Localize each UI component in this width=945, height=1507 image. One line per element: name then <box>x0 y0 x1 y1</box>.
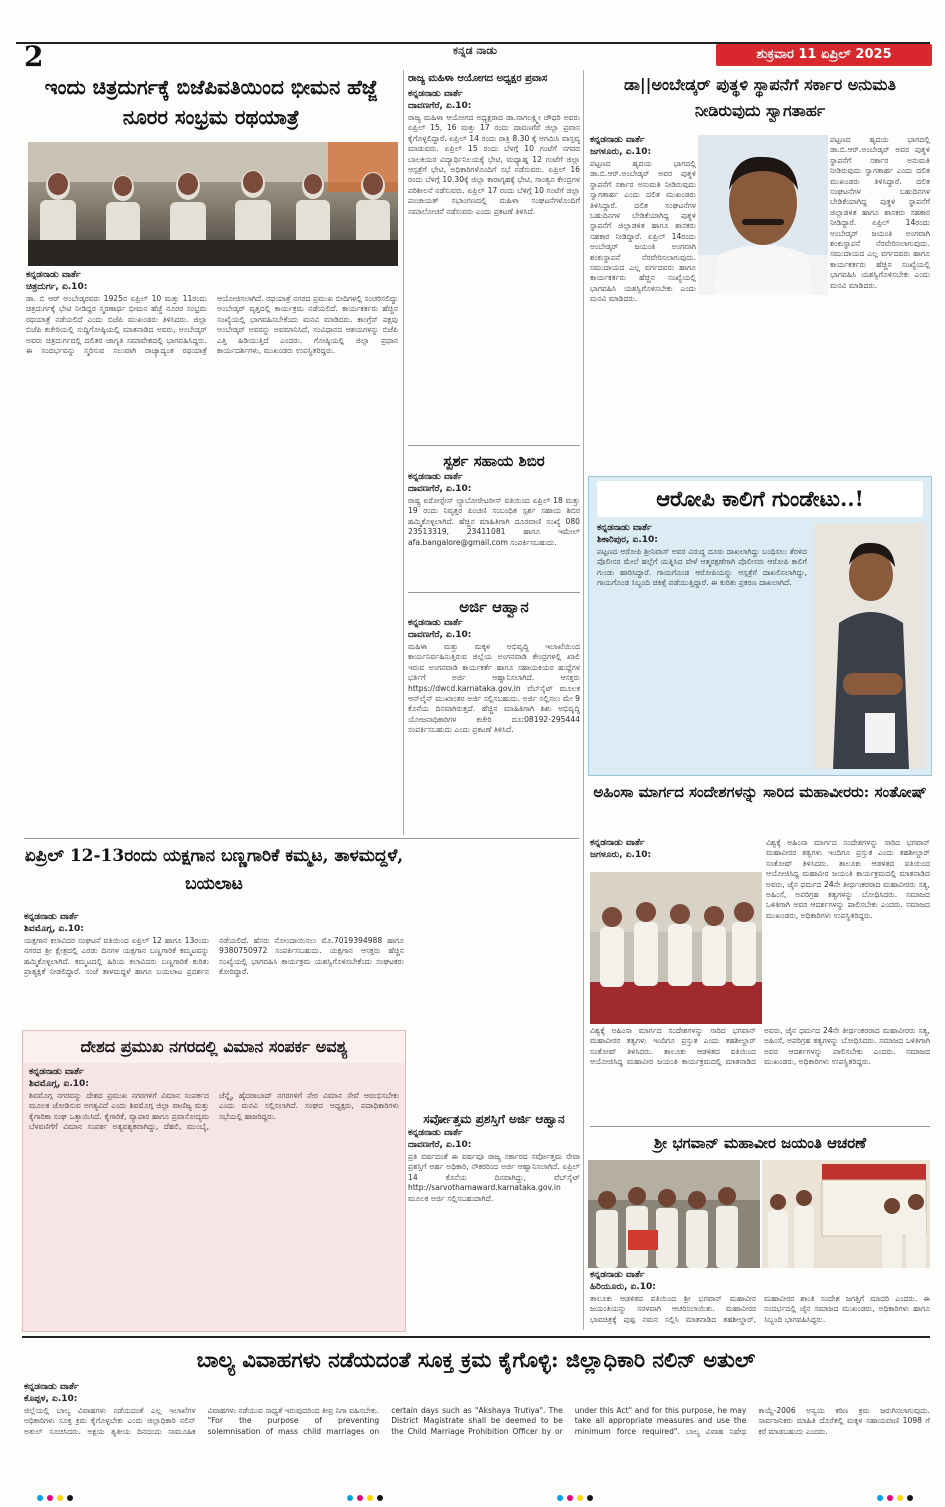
rath-body: ಡಾ. ಬಿ ಆರ್ ಅಂಬೇಡ್ಕರವರು 1925ರ ಏಪ್ರಿಲ್ 10 ಮತ್ತು 11ರಂದು ಚಿತ್ರದುರ್ಗಕ್ಕೆ ಭೇಟಿ ನೀಡಿದ್ದರ ಸ್ಮರಣಾರ್ಥ ಭೀಮನ ಹೆಜ್ಜೆ ನೂರರ ಸಂಭ್ರಮ ರಥಯಾತ್ರೆ ನಡೆಯಲಿದೆ ಎಂದು ಬಿಜೆಪಿ ಮುಖಂಡರು ತಿಳಿಸಿದರು. ಜಿಲ್ಲಾ ಬಿಜೆಪಿ ಕಚೇರಿಯಲ್ಲಿ ಸುದ್ದಿಗೋಷ್ಠಿಯಲ್ಲಿ ಮಾತನಾಡಿದ ಅವರು, ಅಂಬೇಡ್ಕರ್ ಅವರು ಚಿತ್ರದುರ್ಗದಲ್ಲಿ ದಲಿತರ ಜಾಗೃತಿ ಸಮಾವೇಶದಲ್ಲಿ ಭಾಗವಹಿಸಿದ್ದರು. ಈ ಸಂದರ್ಭವನ್ನು ಸ್ಮರಿಸುವ ಸಲುವಾಗಿ ರಾಜ್ಯಾದ್ಯಂತ ರಥಯಾತ್ರೆ ಆಯೋಜಿಸಲಾಗಿದೆ. ರಥಯಾತ್ರೆ ನಗರದ ಪ್ರಮುಖ ಬೀದಿಗಳಲ್ಲಿ ಸಂಚರಿಸಲಿದ್ದು ಅಂಬೇಡ್ಕರ್ ವೃತ್ತದಲ್ಲಿ ಕಾರ್ಯಕ್ರಮ ನಡೆಯಲಿದೆ. ಕಾರ್ಯಕರ್ತರು ಹೆಚ್ಚಿನ ಸಂಖ್ಯೆಯಲ್ಲಿ ಭಾಗವಹಿಸಬೇಕೆಂದು ಮನವಿ ಮಾಡಿದರು. ಕಾಂಗ್ರೆಸ್ ಪಕ್ಷವು ಅಂಬೇಡ್ಕರ್ ಅವರನ್ನು ಅವಮಾನಿಸಿದೆ, ಸಂವಿಧಾನದ ಆಶಯಗಳನ್ನು ಬಿಜೆಪಿ ಎತ್ತಿ ಹಿಡಿಯುತ್ತಿದೆ ಎಂದರು. ಗೋಷ್ಠಿಯಲ್ಲಿ ಜಿಲ್ಲಾ ಪ್ರಧಾನ ಕಾರ್ಯದರ್ಶಿಗಳು, ಮುಖಂಡರು ಉಪಸ್ಥಿತರಿದ್ದರು. <box>26 294 398 356</box>
ambedkar-article-right <box>830 135 930 475</box>
sparsha-headline: ಸ್ಪರ್ಶ ಸಹಾಯ ಶಿಬಿರ <box>443 452 545 470</box>
ahimsa-body-continued: ವಿಶ್ವಕ್ಕೆ ಅಹಿಂಸಾ ಮಾರ್ಗದ ಸಂದೇಶಗಳನ್ನು ಸಾರಿದ ಭಗವಾನ್ ಮಹಾವೀರರ ತತ್ವಗಳು ಇಂದಿಗೂ ಪ್ರಸ್ತುತ ಎಂದು ತಹಶೀಲ್ದಾರ್ ಸಂತೋಷ್ ತಿಳಿಸಿದರು. ತಾಲೂಕು ಆಡಳಿತದ ವತಿಯಿಂದ ಆಯೋಜಿಸಿದ್ದ ಮಹಾವೀರ ಜಯಂತಿ ಕಾರ್ಯಕ್ರಮದಲ್ಲಿ ಮಾತನಾಡಿದ ಅವರು, ಜೈನ ಧರ್ಮದ 24ನೇ ತೀರ್ಥಂಕರರಾದ ಮಹಾವೀರರು ಸತ್ಯ, ಅಹಿಂಸೆ, ಅಪರಿಗ್ರಹ ತತ್ವಗಳನ್ನು ಬೋಧಿಸಿದರು. ಸಮಾಜದ ಒಳಿತಿಗಾಗಿ ಅವರ ಆದರ್ಶಗಳನ್ನು ಪಾಲಿಸಬೇಕು ಎಂದರು. ಸಮಾಜದ ಮುಖಂಡರು, ಅಧಿಕಾರಿಗಳು ಉಪಸ್ಥಿತರಿದ್ದರು. <box>590 1026 930 1067</box>
sparsha-byline: ಕನ್ನಡನಾಡು ವಾರ್ತೆ <box>408 472 463 482</box>
ahimsa-body: ವಿಶ್ವಕ್ಕೆ ಅಹಿಂಸಾ ಮಾರ್ಗದ ಸಂದೇಶಗಳನ್ನು ಸಾರಿದ ಭಗವಾನ್ ಮಹಾವೀರರ ತತ್ವಗಳು ಇಂದಿಗೂ ಪ್ರಸ್ತುತ ಎಂದು ತಹಶೀಲ್ದಾರ್ ಸಂತೋಷ್ ತಿಳಿಸಿದರು. ತಾಲೂಕು ಆಡಳಿತದ ವತಿಯಿಂದ ಆಯೋಜಿಸಿದ್ದ ಮಹಾವೀರ ಜಯಂತಿ ಕಾರ್ಯಕ್ರಮದಲ್ಲಿ ಮಾತನಾಡಿದ ಅವರು, ಜೈನ ಧರ್ಮದ 24ನೇ ತೀರ್ಥಂಕರರಾದ ಮಹಾವೀರರು ಸತ್ಯ, ಅಹಿಂಸೆ, ಅಪರಿಗ್ರಹ ತತ್ವಗಳನ್ನು ಬೋಧಿಸಿದರು. ಸಮಾಜದ ಒಳಿತಿಗಾಗಿ ಅವರ ಆದರ್ಶಗಳನ್ನು ಪಾಲಿಸಬೇಕು ಎಂದರು. ಸಮಾಜದ ಮುಖಂಡರು, ಅಧಿಕಾರಿಗಳು ಉಪಸ್ಥಿತರಿದ್ದರು. <box>766 838 930 920</box>
ambedkar-byline: ಕನ್ನಡನಾಡು ವಾರ್ತೆ <box>590 135 645 145</box>
jayanti-byline: ಕನ್ನಡನಾಡು ವಾರ್ತೆ <box>590 1270 645 1280</box>
sarvottama-body: ಪ್ರತಿ ವರ್ಷದಂತೆ ಈ ವರ್ಷವೂ ರಾಜ್ಯ ಸರ್ಕಾರದ ಸರ್ವೋತ್ತಮ ಸೇವಾ ಪ್ರಶಸ್ತಿಗೆ ಅರ್ಹ ಅಧಿಕಾರಿ, ನೌಕರರಿಂದ ಅರ್ಜಿ ಆಹ್ವಾನಿಸಲಾಗಿದೆ. ಏಪ್ರಿಲ್ 14 ಕೊನೆಯ ದಿನವಾಗಿದ್ದು, ವೆಬ್‌ಸೈಟ್ http://sarvothamaward.karnataka.gov.in ಮೂಲಕ ಅರ್ಜಿ ಸಲ್ಲಿಸಬಹುದಾಗಿದೆ. <box>408 1152 580 1203</box>
balya-body: ಜಿಲ್ಲೆಯಲ್ಲಿ ಬಾಲ್ಯ ವಿವಾಹಗಳು ನಡೆಯದಂತೆ ಎಲ್ಲ ಇಲಾಖೆಗಳ ಅಧಿಕಾರಿಗಳು ಸೂಕ್ತ ಕ್ರಮ ಕೈಗೊಳ್ಳಬೇಕು ಎಂದು ಜಿಲ್ಲಾಧಿಕಾರಿ ನಲಿನ್ ಅತುಲ್ ಸೂಚಿಸಿದರು. ಅಕ್ಷಯ ತೃತೀಯ ದಿನದಂದು ಸಾಮೂಹಿಕ ವಿವಾಹಗಳು ನಡೆಯುವ ಸಾಧ್ಯತೆ ಇರುವುದರಿಂದ ತೀವ್ರ ನಿಗಾ ವಹಿಸಬೇಕು. "For the purpose of preventing solemnisation of mass child marriages on certain days such as "Akshaya Trutiya". The District Magistrate shall be deemed to be the Child Marriage Prohibition Officer by or under this Act" and for this purpose, he may take all appropriate measures and use the minimum force required". ಬಾಲ್ಯ ವಿವಾಹ ನಿಷೇಧ ಕಾಯ್ದೆ-2006 ಅನ್ವಯ ಕಠಿಣ ಕ್ರಮ ಜರುಗಿಸಲಾಗುವುದು. ಸಾರ್ವಜನಿಕರು ಮಾಹಿತಿ ದೊರೆತಲ್ಲಿ ಮಕ್ಕಳ ಸಹಾಯವಾಣಿ 1098 ಗೆ ಕರೆ ಮಾಡಬಹುದು ಎಂದರು. <box>24 1406 930 1436</box>
ambedkar-headline: ಡಾ||ಅಂಬೇಡ್ಕರ್ ಪುತ್ಥಳಿ ಸ್ಥಾಪನೆಗೆ ಸರ್ಕಾರ ಅನುಮತಿ ನೀಡಿರುವುದು ಸ್ವಾಗತಾರ್ಹ <box>624 75 896 120</box>
rath-byline: ಕನ್ನಡನಾಡು ವಾರ್ತೆ <box>26 270 81 280</box>
jayanti-body: ತಾಲೂಕು ಆಡಳಿತದ ವತಿಯಿಂದ ಶ್ರೀ ಭಗವಾನ್ ಮಹಾವೀರ ಜಯಂತಿಯನ್ನು ಸರಳವಾಗಿ ಆಚರಿಸಲಾಯಿತು. ಮಹಾವೀರರ ಭಾವಚಿತ್ರಕ್ಕೆ ಪುಷ್ಪ ನಮನ ಸಲ್ಲಿಸಿ ಮಾತನಾಡಿದ ತಹಶೀಲ್ದಾರ್, ಮಹಾವೀರರ ಶಾಂತಿ ಸಂದೇಶ ಜಗತ್ತಿಗೆ ಮಾದರಿ ಎಂದರು. ಈ ಸಂದರ್ಭದಲ್ಲಿ ಜೈನ ಸಮಾಜದ ಮುಖಂಡರು, ಅಧಿಕಾರಿಗಳು ಹಾಗೂ ಸಿಬ್ಬಂದಿ ಭಾಗವಹಿಸಿದ್ದರು. <box>590 1294 930 1324</box>
mahila-body: ರಾಜ್ಯ ಮಹಿಳಾ ಆಯೋಗದ ಅಧ್ಯಕ್ಷರಾದ ಡಾ.ನಾಗಲಕ್ಷ್ಮೀ ಚೌಧರಿ ಅವರು ಏಪ್ರಿಲ್ 15, 16 ಮತ್ತು 17 ರಂದು ದಾವಣಗೆರೆ ಜಿಲ್ಲಾ ಪ್ರವಾಸ ಕೈಗೊಳ್ಳಲಿದ್ದಾರೆ. ಏಪ್ರಿಲ್ 14 ರಂದು ರಾತ್ರಿ 8.30 ಕ್ಕೆ ಆಗಮಿಸಿ ವಾಸ್ತವ್ಯ ಮಾಡುವರು. ಏಪ್ರಿಲ್ 15 ರಂದು ಬೆಳಗ್ಗೆ 10 ಗಂಟೆಗೆ ನಗರದ ಬಾಲಕಿಯರ ವಿದ್ಯಾರ್ಥಿನಿಲಯಕ್ಕೆ ಭೇಟಿ, ಮಧ್ಯಾಹ್ನ 12 ಗಂಟೆಗೆ ಜಿಲ್ಲಾ ಆಸ್ಪತ್ರೆಗೆ ಭೇಟಿ, ಅಧಿಕಾರಿಗಳೊಂದಿಗೆ ಸಭೆ ನಡೆಸುವರು. ಏಪ್ರಿಲ್ 16 ರಂದು ಬೆಳಿಗ್ಗೆ 10.30ಕ್ಕೆ ಜಿಲ್ಲಾ ಕಾರಾಗೃಹಕ್ಕೆ ಭೇಟಿ, ಸಾಂತ್ವನ ಕೇಂದ್ರಗಳ ಪರಿಶೀಲನೆ ನಡೆಸುವರು. ಏಪ್ರಿಲ್ 17 ರಂದು ಬೆಳಿಗ್ಗೆ 10 ಗಂಟೆಗೆ ಜಿಲ್ಲಾ ಪಂಚಾಯತ್ ಸಭಾಂಗಣದಲ್ಲಿ ಮಹಿಳಾ ಸಂಘಟನೆಗಳೊಂದಿಗೆ ಸಮಾಲೋಚನೆ ನಡೆಸುವರು ಎಂದು ಪ್ರಕಟಣೆ ತಿಳಿಸಿದೆ. <box>408 113 580 216</box>
vimana-body: ಶಿವಮೊಗ್ಗ ನಗರವನ್ನು ದೇಶದ ಪ್ರಮುಖ ನಗರಗಳಿಗೆ ವಿಮಾನ ಸಂಪರ್ಕದ ಮೂಲಕ ಜೋಡಿಸುವ ಅಗತ್ಯವಿದೆ ಎಂದು ಶಿವಮೊಗ್ಗ ಜಿಲ್ಲಾ ವಾಣಿಜ್ಯ ಮತ್ತು ಕೈಗಾರಿಕಾ ಸಂಘ ಒತ್ತಾಯಿಸಿದೆ. ಕೈಗಾರಿಕೆ, ವ್ಯಾಪಾರ ಹಾಗೂ ಪ್ರವಾಸೋದ್ಯಮ ಬೆಳವಣಿಗೆಗೆ ವಿಮಾನ ಸಂಪರ್ಕ ಅತ್ಯವಶ್ಯಕವಾಗಿದ್ದು, ದೆಹಲಿ, ಮುಂಬೈ, ಚೆನ್ನೈ, ಹೈದರಾಬಾದ್ ನಗರಗಳಿಗೆ ನೇರ ವಿಮಾನ ಸೇವೆ ಆರಂಭಿಸಬೇಕು ಎಂದು ಮನವಿ ಸಲ್ಲಿಸಲಾಗಿದೆ. ಸಂಘದ ಅಧ್ಯಕ್ಷರು, ಪದಾಧಿಕಾರಿಗಳು ಸಭೆಯಲ್ಲಿ ಹಾಜರಿದ್ದರು. <box>29 1091 399 1132</box>
mahila-byline: ಕನ್ನಡನಾಡು ವಾರ್ತೆ <box>408 89 463 99</box>
gundetu-byline: ಕನ್ನಡನಾಡು ವಾರ್ತೆ <box>597 523 652 533</box>
rule <box>22 1336 930 1338</box>
vimana-article <box>23 1063 405 1327</box>
ahimsa-headline: ಅಹಿಂಸಾ ಮಾರ್ಗದ ಸಂದೇಶಗಳನ್ನು ಸಾರಿದ ಮಹಾವೀರರು: ಸಂತೋಷ್ <box>593 783 927 801</box>
rath-headline: ಇಂದು ಚಿತ್ರದುರ್ಗಕ್ಕೆ ಬಿಜೆಪಿವತಿಯಿಂದ ಭೀಮನ ಹೆಜ್ಜೆ ನೂರರ ಸಂಭ್ರಮ ರಥಯಾತ್ರೆ <box>44 75 378 129</box>
jayanti-figures-left <box>588 1160 760 1268</box>
yakshagana-headline: ಏಪ್ರಿಲ್ 12-13ರಂದು ಯಕ್ಷಗಾನ ಬಣ್ಣಗಾರಿಕೆ ಕಮ್ಮಟ, ತಾಳಮದ್ದಳೆ, ಬಯಲಾಟ <box>24 846 404 894</box>
ahimsa-headline-box <box>590 780 930 836</box>
vimana-byline: ಕನ್ನಡನಾಡು ವಾರ್ತೆ <box>29 1067 84 1077</box>
ahimsa-article-right <box>766 838 930 1030</box>
vimana-headline: ದೇಶದ ಪ್ರಮುಖ ನಗರದಲ್ಲಿ ವಿಮಾನ ಸಂಪರ್ಕ ಅವಶ್ಯ <box>23 1031 405 1063</box>
jayanti-photo-left <box>588 1160 760 1268</box>
rath-article <box>26 270 398 830</box>
yakshagana-body: ಯಕ್ಷಗಾನ ಕಲಾವಿದರ ಸಂಘಟನೆ ವತಿಯಿಂದ ಏಪ್ರಿಲ್ 12 ಹಾಗೂ 13ರಂದು ನಗರದ ಶ್ರೀ ಕ್ಷೇತ್ರದಲ್ಲಿ ಎರಡು ದಿನಗಳ ಯಕ್ಷಗಾನ ಬಣ್ಣಗಾರಿಕೆ ಕಮ್ಮಟವನ್ನು ಹಮ್ಮಿಕೊಳ್ಳಲಾಗಿದೆ. ಕಮ್ಮಟದಲ್ಲಿ ಹಿರಿಯ ಕಲಾವಿದರು ಬಣ್ಣಗಾರಿಕೆ ಕುರಿತು ಪ್ರಾತ್ಯಕ್ಷಿಕೆ ನೀಡಲಿದ್ದಾರೆ. ಸಂಜೆ ತಾಳಮದ್ದಳೆ ಹಾಗೂ ಬಯಲಾಟ ಪ್ರದರ್ಶನ ನಡೆಯಲಿದೆ. ಹೆಸರು ನೋಂದಾಯಿಸಲು ಮೊ.7019394988 ಹಾಗೂ 9380750972 ಸಂಪರ್ಕಿಸಬಹುದು. ಯಕ್ಷಗಾನ ಆಸಕ್ತರು ಹೆಚ್ಚಿನ ಸಂಖ್ಯೆಯಲ್ಲಿ ಭಾಗವಹಿಸಿ ಕಾರ್ಯಕ್ರಮ ಯಶಸ್ವಿಗೊಳಿಸಬೇಕೆಂದು ಸಂಘಟಕರು ಕೋರಿದ್ದಾರೆ. <box>24 936 404 977</box>
press-meet-photo <box>28 142 398 266</box>
balya-headline-box <box>22 1340 930 1380</box>
page-number: 2 <box>24 40 44 73</box>
column-divider <box>583 70 584 1330</box>
mahila-dateline: ದಾವಣಗೆರೆ, ಏ.10: <box>408 101 472 111</box>
vimana-box <box>22 1030 406 1332</box>
balya-headline: ಬಾಲ್ಯ ವಿವಾಹಗಳು ನಡೆಯದಂತೆ ಸೂಕ್ತ ಕ್ರಮ ಕೈಗೊಳ್ಳಿ: ಜಿಲ್ಲಾಧಿಕಾರಿ ನಲಿನ್ ಅತುಲ್ <box>196 1347 756 1372</box>
rule <box>590 1126 930 1127</box>
ahimsa-byline: ಕನ್ನಡನಾಡು ವಾರ್ತೆ <box>590 838 645 848</box>
accused-photo <box>813 523 925 769</box>
mahila-article <box>408 72 580 442</box>
press-meet-figures <box>28 142 398 266</box>
leader-portrait <box>698 135 828 295</box>
ambedkar-headline-box <box>590 72 930 134</box>
jayanti-article <box>590 1270 930 1332</box>
vimana-dateline: ಶಿವಮೊಗ್ಗ, ಏ.10: <box>29 1079 89 1089</box>
sparsha-article <box>408 450 580 588</box>
arji-byline: ಕನ್ನಡನಾಡು ವಾರ್ತೆ <box>408 618 463 628</box>
rath-dateline: ಚಿತ್ರದುರ್ಗ, ಏ.10: <box>26 282 88 292</box>
ahimsa-figures <box>590 872 762 1024</box>
issue-date: ಶುಕ್ರವಾರ 11 ಏಪ್ರಿಲ್ 2025 <box>716 44 932 66</box>
gundetu-box <box>588 476 932 776</box>
yakshagana-dateline: ಶಿವಮೊಗ್ಗ, ಏ.10: <box>24 924 84 934</box>
mahila-headline: ರಾಜ್ಯ ಮಹಿಳಾ ಆಯೋಗದ ಅಧ್ಯಕ್ಷರ ಪ್ರವಾಸ <box>408 73 548 84</box>
ahimsa-byline-box <box>590 838 750 874</box>
sarvottama-article <box>408 1110 580 1336</box>
yakshagana-article <box>24 912 404 988</box>
ambedkar-dateline: ಜಗಳೂರು, ಏ.10: <box>590 147 652 157</box>
jayanti-photo-right <box>762 1160 930 1268</box>
yakshagana-headline-box <box>24 842 404 910</box>
rule <box>408 592 580 593</box>
gundetu-text-wrap <box>597 523 807 773</box>
balya-dateline: ಕೊಪ್ಪಳ, ಏ.10: <box>24 1394 78 1404</box>
arji-body: ಮಹಿಳಾ ಮತ್ತು ಮಕ್ಕಳ ಅಭಿವೃದ್ಧಿ ಇಲಾಖೆಯಿಂದ ಕಾರ್ಯನಿರ್ವಹಿಸುತ್ತಿರುವ ಜಿಲ್ಲೆಯ ಅಂಗನವಾಡಿ ಕೇಂದ್ರಗಳಲ್ಲಿ ಖಾಲಿ ಇರುವ ಅಂಗನವಾಡಿ ಕಾರ್ಯಕರ್ತೆ ಹಾಗೂ ಸಹಾಯಕಿಯರ ಹುದ್ದೆಗಳ ಭರ್ತಿಗೆ ಅರ್ಜಿ ಆಹ್ವಾನಿಸಲಾಗಿದೆ. ಆಸಕ್ತರು https://dwcd.karnataka.gov.in ವೆಬ್‌ಸೈಟ್ ಮೂಲಕ ಆನ್‌ಲೈನ್ ಮುಖಾಂತರ ಅರ್ಜಿ ಸಲ್ಲಿಸಬಹುದು. ಅರ್ಜಿ ಸಲ್ಲಿಸಲು ಮೇ 9 ಕೊನೆಯ ದಿನವಾಗಿರುತ್ತದೆ. ಹೆಚ್ಚಿನ ಮಾಹಿತಿಗಾಗಿ ಶಿಶು ಅಭಿವೃದ್ಧಿ ಯೋಜನಾಧಿಕಾರಿಗಳ ಕಚೇರಿ ದೂ:08192-295444 ಸಂಪರ್ಕಿಸಬಹುದು ಎಂದು ಪ್ರಕಟಣೆ ತಿಳಿಸಿದೆ. <box>408 642 580 735</box>
accused-figure <box>813 523 925 769</box>
gundetu-body: ಪಟ್ಟಣದ ಆರೋಪಿ ಶ್ರೀನಿವಾಸ್ ಅವರ ವಿರುದ್ಧ ದೂರು ದಾಖಲಾಗಿದ್ದು ಬಂಧಿಸಲು ತೆರಳಿದ ಪೊಲೀಸರ ಮೇಲೆ ಹಲ್ಲೆಗೆ ಯತ್ನಿಸಿದ ವೇಳೆ ಆತ್ಮರಕ್ಷಣೆಗಾಗಿ ಪೊಲೀಸರು ಆರೋಪಿ ಕಾಲಿಗೆ ಗುಂಡು ಹಾರಿಸಿದ್ದಾರೆ. ಗಾಯಗೊಂಡ ಆರೋಪಿಯನ್ನು ಆಸ್ಪತ್ರೆಗೆ ದಾಖಲಿಸಲಾಗಿದ್ದು, ಗಾಯಗೊಂಡ ಸಿಬ್ಬಂದಿ ಚಿಕಿತ್ಸೆ ಪಡೆಯುತ್ತಿದ್ದಾರೆ. ಈ ಕುರಿತು ಪ್ರಕರಣ ದಾಖಲಾಗಿದೆ. <box>597 547 807 588</box>
arji-dateline: ದಾವಣಗೆರೆ, ಏ.10: <box>408 630 472 640</box>
ambedkar-body-continued: ಪಟ್ಟಣದ ಹೃದಯ ಭಾಗದಲ್ಲಿ ಡಾ.ಬಿ.ಆರ್.ಅಂಬೇಡ್ಕರ್ ಅವರ ಪುತ್ಥಳಿ ಸ್ಥಾಪನೆಗೆ ಸರ್ಕಾರ ಅನುಮತಿ ನೀಡಿರುವುದು ಸ್ವಾಗತಾರ್ಹ ಎಂದು ದಲಿತ ಮುಖಂಡರು ತಿಳಿಸಿದ್ದಾರೆ. ದಲಿತ ಸಂಘಟನೆಗಳ ಬಹುದಿನಗಳ ಬೇಡಿಕೆಯಾಗಿದ್ದ ಪುತ್ಥಳಿ ಸ್ಥಾಪನೆಗೆ ಜಿಲ್ಲಾಡಳಿತ ಹಾಗೂ ಶಾಸಕರು ಸಹಕಾರ ನೀಡಿದ್ದಾರೆ. ಏಪ್ರಿಲ್ 14ರಂದು ಅಂಬೇಡ್ಕರ್ ಜಯಂತಿ ಅಂಗವಾಗಿ ಶಂಕುಸ್ಥಾಪನೆ ನೆರವೇರಿಸಲಾಗುವುದು. ಸಮುದಾಯದ ಎಲ್ಲ ವರ್ಗದವರು ಹಾಗೂ ಕಾರ್ಯಕರ್ತರು ಹೆಚ್ಚಿನ ಸಂಖ್ಯೆಯಲ್ಲಿ ಭಾಗವಹಿಸಿ ಯಶಸ್ವಿಗೊಳಿಸಬೇಕು ಎಂದು ಮನವಿ ಮಾಡಿದರು. <box>830 135 930 290</box>
arji-article <box>408 596 580 836</box>
arji-headline: ಅರ್ಜಿ ಆಹ್ವಾನ <box>459 598 529 616</box>
ahimsa-photo <box>590 872 762 1024</box>
ambedkar-body: ಪಟ್ಟಣದ ಹೃದಯ ಭಾಗದಲ್ಲಿ ಡಾ.ಬಿ.ಆರ್.ಅಂಬೇಡ್ಕರ್ ಅವರ ಪುತ್ಥಳಿ ಸ್ಥಾಪನೆಗೆ ಸರ್ಕಾರ ಅನುಮತಿ ನೀಡಿರುವುದು ಸ್ವಾಗತಾರ್ಹ ಎಂದು ದಲಿತ ಮುಖಂಡರು ತಿಳಿಸಿದ್ದಾರೆ. ದಲಿತ ಸಂಘಟನೆಗಳ ಬಹುದಿನಗಳ ಬೇಡಿಕೆಯಾಗಿದ್ದ ಪುತ್ಥಳಿ ಸ್ಥಾಪನೆಗೆ ಜಿಲ್ಲಾಡಳಿತ ಹಾಗೂ ಶಾಸಕರು ಸಹಕಾರ ನೀಡಿದ್ದಾರೆ. ಏಪ್ರಿಲ್ 14ರಂದು ಅಂಬೇಡ್ಕರ್ ಜಯಂತಿ ಅಂಗವಾಗಿ ಶಂಕುಸ್ಥಾಪನೆ ನೆರವೇರಿಸಲಾಗುವುದು. ಸಮುದಾಯದ ಎಲ್ಲ ವರ್ಗದವರು ಹಾಗೂ ಕಾರ್ಯಕರ್ತರು ಹೆಚ್ಚಿನ ಸಂಖ್ಯೆಯಲ್ಲಿ ಭಾಗವಹಿಸಿ ಯಶಸ್ವಿಗೊಳಿಸಬೇಕು ಎಂದು ಮನವಿ ಮಾಡಿದರು. <box>590 159 696 304</box>
yakshagana-byline: ಕನ್ನಡನಾಡು ವಾರ್ತೆ <box>24 912 79 922</box>
gundetu-headline: ಆರೋಪಿ ಕಾಲಿಗೆ ಗುಂಡೇಟು..! <box>597 481 923 517</box>
ahimsa-dateline: ಜಗಳೂರು, ಏ.10: <box>590 850 652 860</box>
newspaper-brand: ಕನ್ನಡ ನಾಡು <box>453 44 497 57</box>
balya-byline: ಕನ್ನಡನಾಡು ವಾರ್ತೆ <box>24 1382 79 1392</box>
rule <box>24 838 579 839</box>
sparsha-body: ರಾಷ್ಟ್ರ ಏರೋಸ್ಪೇಸ್ ಲ್ಯಾಬೋರೇಟರೀಸ್ ವತಿಯಿಂದ ಏಪ್ರಿಲ್ 18 ಮತ್ತು 19 ರಂದು ನಿವೃತ್ತರ ಪಿಂಚಣಿ ಸಂಬಂಧಿತ ಸ್ಪರ್ಶ ಸಹಾಯ ಶಿಬಿರ ಹಮ್ಮಿಕೊಳ್ಳಲಾಗಿದೆ. ಹೆಚ್ಚಿನ ಮಾಹಿತಿಗಾಗಿ ದೂರವಾಣಿ ಸಂಖ್ಯೆ 080 23513319, 23411081 ಹಾಗೂ ಇಮೇಲ್ afa.bangalore@gmail.com ಸಂಪರ್ಕಿಸಬಹುದು. <box>408 496 580 547</box>
jayanti-banner <box>762 1160 930 1268</box>
balya-article <box>24 1382 930 1490</box>
jayanti-headline-box <box>590 1130 930 1158</box>
rule <box>408 445 580 446</box>
jayanti-headline: ಶ್ರೀ ಭಗವಾನ್ ಮಹಾವೀರ ಜಯಂತಿ ಆಚರಣೆ <box>653 1134 867 1152</box>
sparsha-dateline: ದಾವಣಗೆರೆ, ಏ.10: <box>408 484 472 494</box>
sarvottama-dateline: ದಾವಣಗೆರೆ, ಏ.10: <box>408 1140 472 1150</box>
sarvottama-headline: ಸರ್ವೋತ್ತಮ ಪ್ರಶಸ್ತಿಗೆ ಅರ್ಜಿ ಆಹ್ವಾನ <box>423 1112 565 1126</box>
jayanti-dateline: ಹಿರಿಯೂರು, ಏ.10: <box>590 1282 656 1292</box>
column-divider <box>403 70 404 835</box>
sarvottama-byline: ಕನ್ನಡನಾಡು ವಾರ್ತೆ <box>408 1128 463 1138</box>
print-registration-marks <box>0 1490 945 1507</box>
gundetu-dateline: ಶಿಕಾರಿಪುರ, ಏ.10: <box>597 535 658 545</box>
rath-headline-box <box>26 72 396 138</box>
ahimsa-article-bottom <box>590 1026 930 1126</box>
ambedkar-article-left <box>590 135 696 475</box>
portrait-figure <box>698 135 828 295</box>
